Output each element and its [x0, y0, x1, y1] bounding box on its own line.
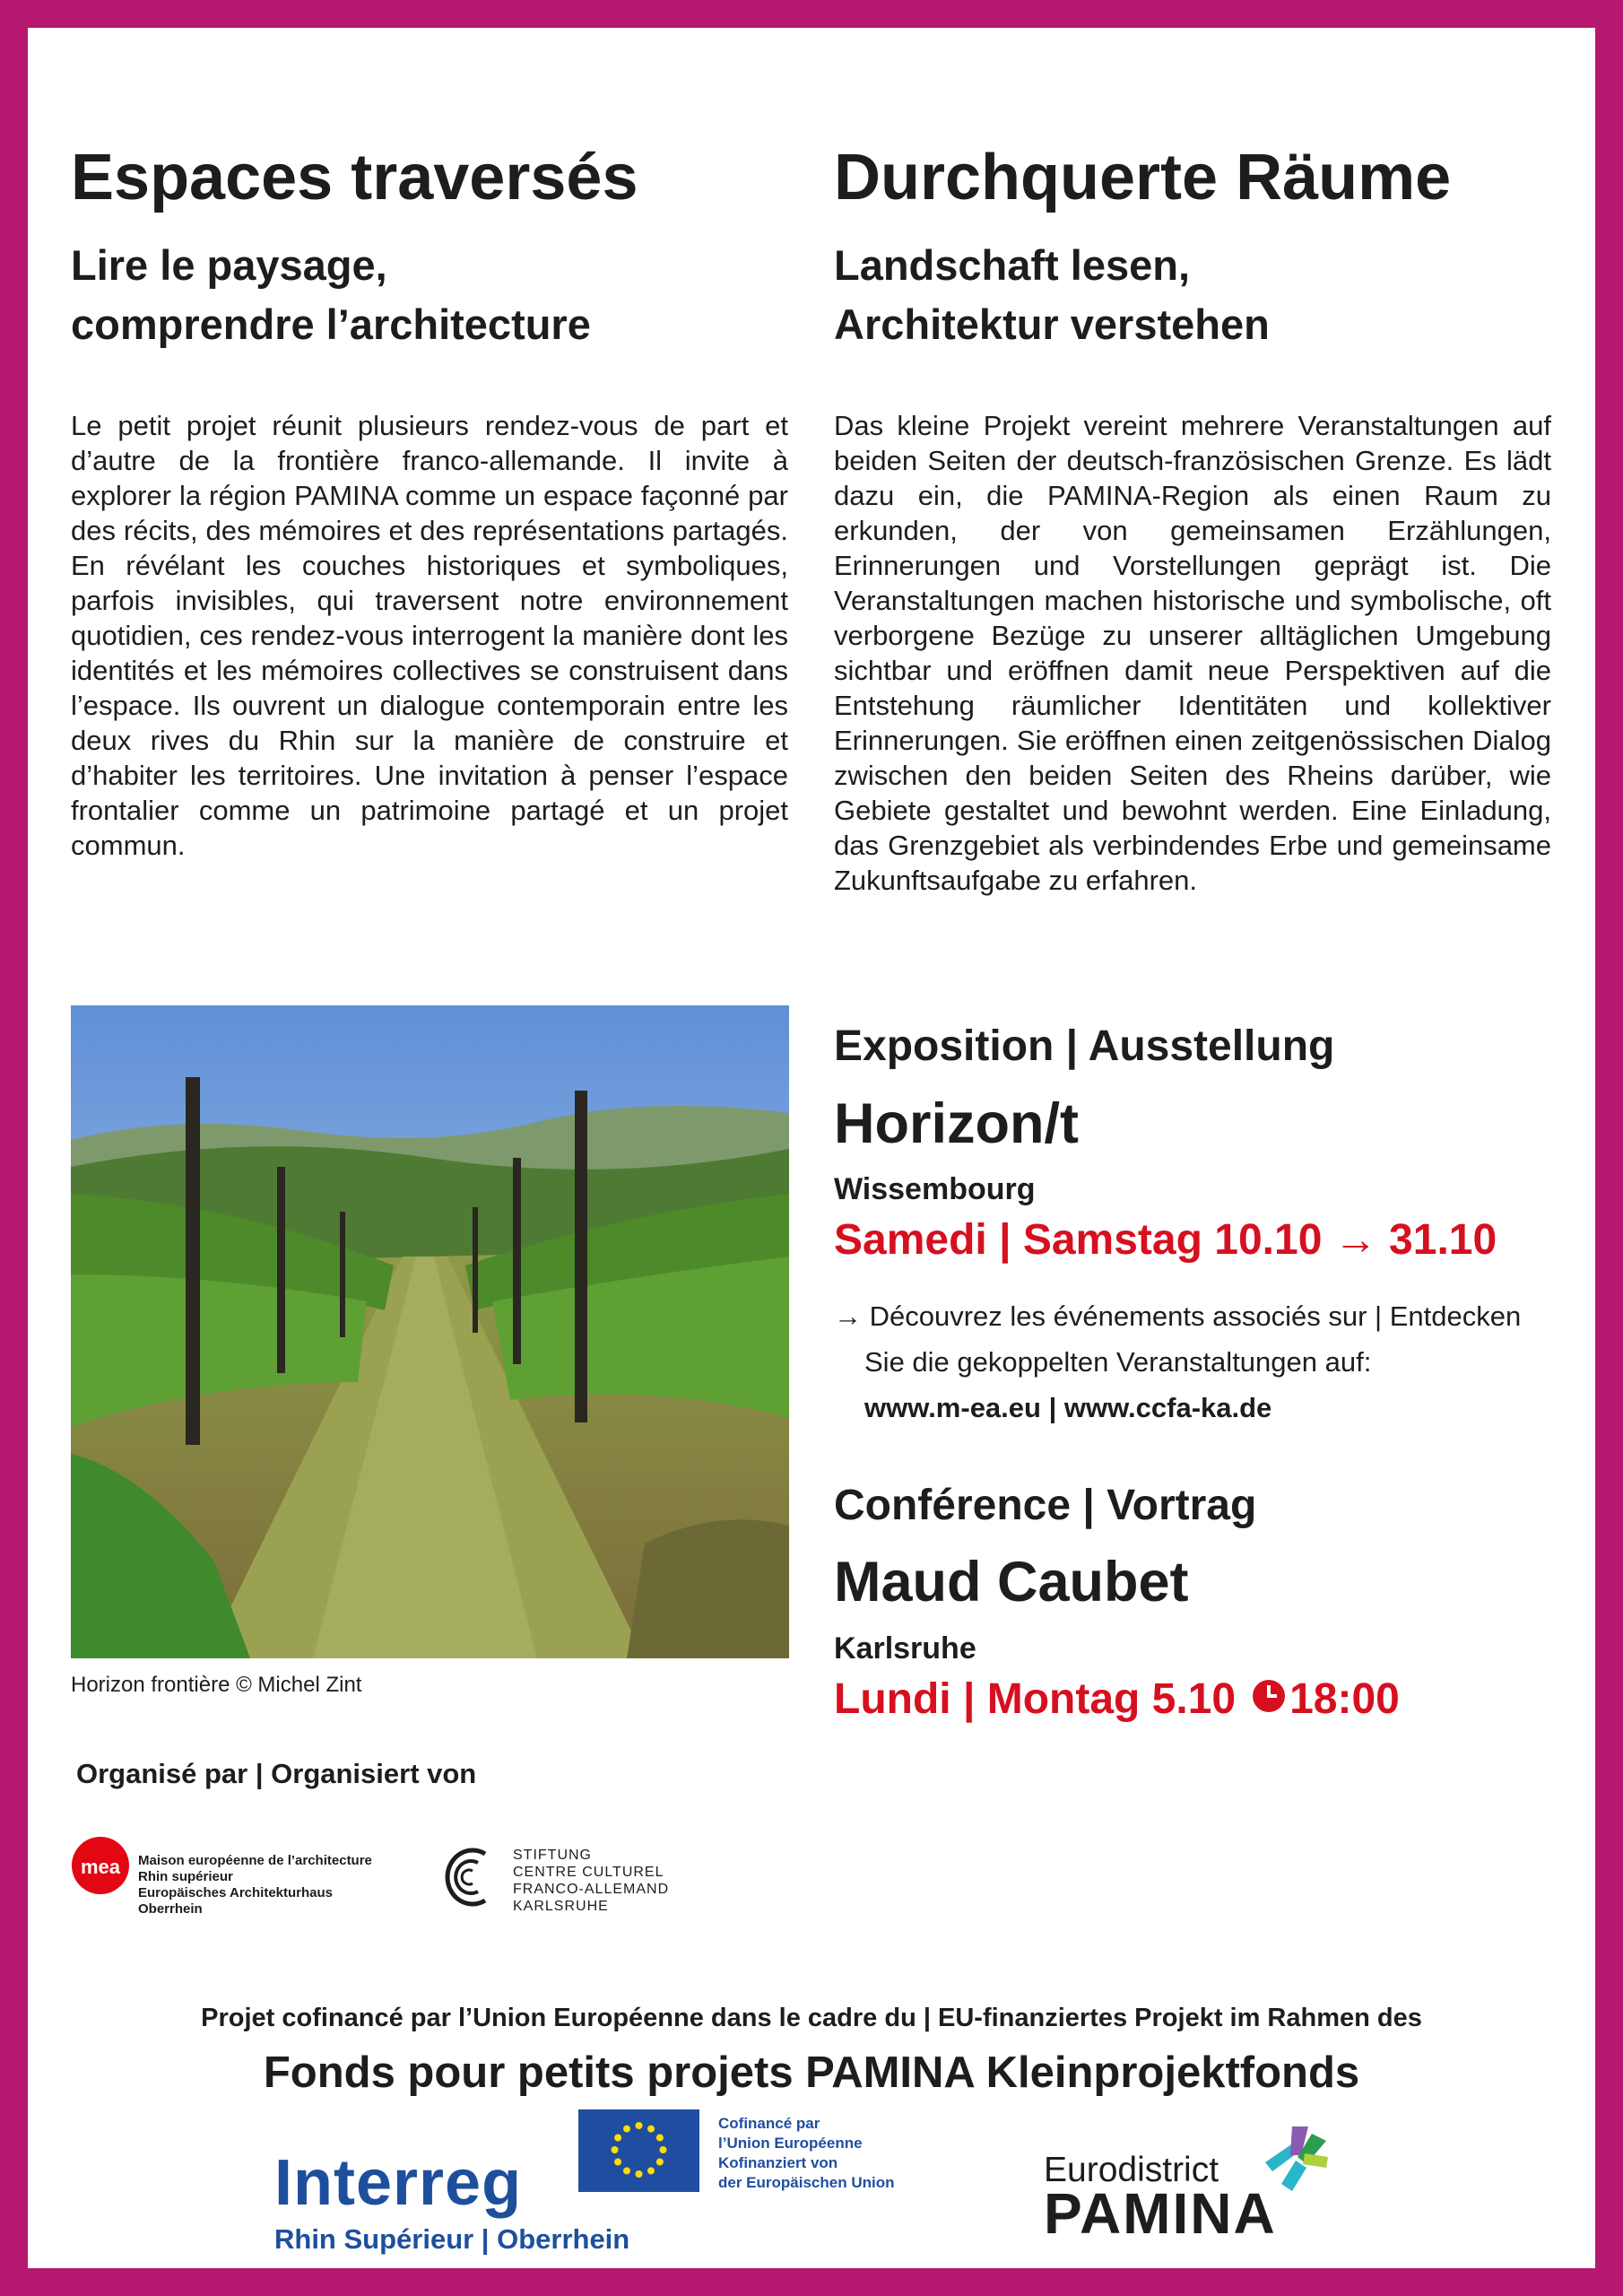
ccfa-line-4: KARLSRUHE	[513, 1899, 609, 1914]
ccfa-line-3: FRANCO-ALLEMAND	[513, 1882, 670, 1897]
vineyard-photo	[71, 1005, 789, 1658]
conference-city: Karlsruhe	[834, 1631, 976, 1665]
de-subtitle-1: Landschaft lesen,	[834, 241, 1190, 289]
conference-label: Conférence | Vortrag	[834, 1482, 1257, 1529]
ccfa-line-2: CENTRE CULTUREL	[513, 1865, 664, 1880]
vineyard-illustration	[71, 1005, 789, 1658]
eu-line-4: der Europäischen Union	[718, 2174, 895, 2191]
eu-flag-icon	[578, 2109, 699, 2196]
exhibition-note-1: → Découvrez les événements associés sur | Entdecken	[834, 1300, 1522, 1332]
funding-fund: Fonds pour petits projets PAMINA Kleinprojektfonds	[263, 2048, 1360, 2097]
mea-mark: mea	[80, 1856, 121, 1878]
eu-line-1: Cofinancé par	[718, 2115, 820, 2132]
mea-logo-icon	[71, 1836, 130, 1900]
fr-subtitle-1: Lire le paysage,	[71, 241, 387, 289]
eu-text	[718, 2114, 894, 2193]
ccfa-logo-text	[513, 1847, 669, 1915]
organizers-label: Organisé par | Organisiert von	[76, 1758, 477, 1789]
exhibition-label: Exposition | Ausstellung	[834, 1022, 1335, 1070]
ccfa-line-1: STIFTUNG	[513, 1848, 592, 1863]
de-title: Durchquerte Räume	[834, 142, 1452, 213]
de-body: Das kleine Projekt vereint mehrere Veranstaltungen auf beiden Seiten der deutsch-französischen Grenze. Es lädt dazu ein, die PAMINA-Region als einen Raum zu erkunden, der von gemeinsamen Erzählungen, Erinnerungen und Vorstellungen geprägt ist. Die Veranstaltungen machen historische und symbolische, oft verborgene Bezüge zu unserer alltäglichen Umgebung sichtbar und eröffnen damit neue Perspektiven auf die Entstehung räumlicher Identitäten und kollektiver Erinnerungen. Sie eröffnen einen zeitgenössischen Dialog zwischen den beiden Seiten des Rheins darüber, wie Gebiete gestaltet und bewohnt werden. Eine Einladung, das Grenzgebiet als verbindendes Erbe und gemeinsame Zukunftsaufgabe zu erfahren.	[834, 410, 1551, 896]
mea-line-2: Rhin supérieur	[138, 1869, 233, 1884]
fr-title: Espaces traversés	[71, 142, 638, 213]
conference-time: 18:00	[1289, 1675, 1400, 1723]
interreg-logo: Interreg	[274, 2147, 523, 2219]
conference-date: Lundi | Montag 5.10	[834, 1675, 1237, 1723]
clock-icon	[1252, 1674, 1286, 1724]
eurodistrict-label: Eurodistrict	[1044, 2151, 1219, 2189]
fr-body: Le petit projet réunit plusieurs rendez-vous de part et d’autre de la frontière franco-allemande. Il invite à explorer la région PAMINA comme un espace façonné par des récits, des mémoires et des représentations partagés. En révélant les couches historiques et symboliques, parfois invisibles, qui traversent notre environnement quotidien, ces rendez-vous interrogent la manière dont les identités et les mémoires collectives se construisent dans l’espace. Ils ouvrent un dialogue contemporain entre les deux rives du Rhin sur la manière de construire et d’habiter les territoires. Une invitation à penser l’espace frontalier comme un patrimoine partagé et un projet commun.	[71, 410, 788, 861]
mea-logo-text	[138, 1853, 372, 1918]
de-subtitle-2: Architektur verstehen	[834, 300, 1270, 348]
pamina-label: PAMINA	[1044, 2181, 1277, 2246]
exhibition-note-2: Sie die gekoppelten Veranstaltungen auf:	[864, 1346, 1372, 1378]
conference-datetime	[834, 1674, 1400, 1724]
interreg-region: Rhin Supérieur | Oberrhein	[274, 2223, 630, 2255]
exhibition-links[interactable]: www.m-ea.eu | www.ccfa-ka.de	[864, 1392, 1272, 1423]
ccfa-logo-icon	[437, 1843, 496, 1916]
photo-caption: Horizon frontière © Michel Zint	[71, 1673, 362, 1697]
mea-line-4: Oberrhein	[138, 1901, 203, 1917]
poster	[28, 28, 1595, 2268]
pamina-logo-icon	[1256, 2118, 1332, 2203]
exhibition-title: Horizon/t	[834, 1092, 1079, 1155]
exhibition-date: Samedi | Samstag 10.10 → 31.10	[834, 1216, 1497, 1264]
mea-line-3: Europäisches Architekturhaus	[138, 1885, 334, 1900]
eu-line-2: l’Union Européenne	[718, 2135, 863, 2152]
conference-title: Maud Caubet	[834, 1551, 1189, 1613]
fr-subtitle-2: comprendre l’architecture	[71, 300, 591, 348]
funding-line: Projet cofinancé par l’Union Européenne dans le cadre du | EU-finanziertes Projekt im Rahmen des	[201, 2004, 1422, 2032]
mea-line-1: Maison européenne de l’architecture	[138, 1853, 372, 1868]
exhibition-city: Wissembourg	[834, 1172, 1036, 1206]
eu-line-3: Kofinanziert von	[718, 2154, 838, 2171]
